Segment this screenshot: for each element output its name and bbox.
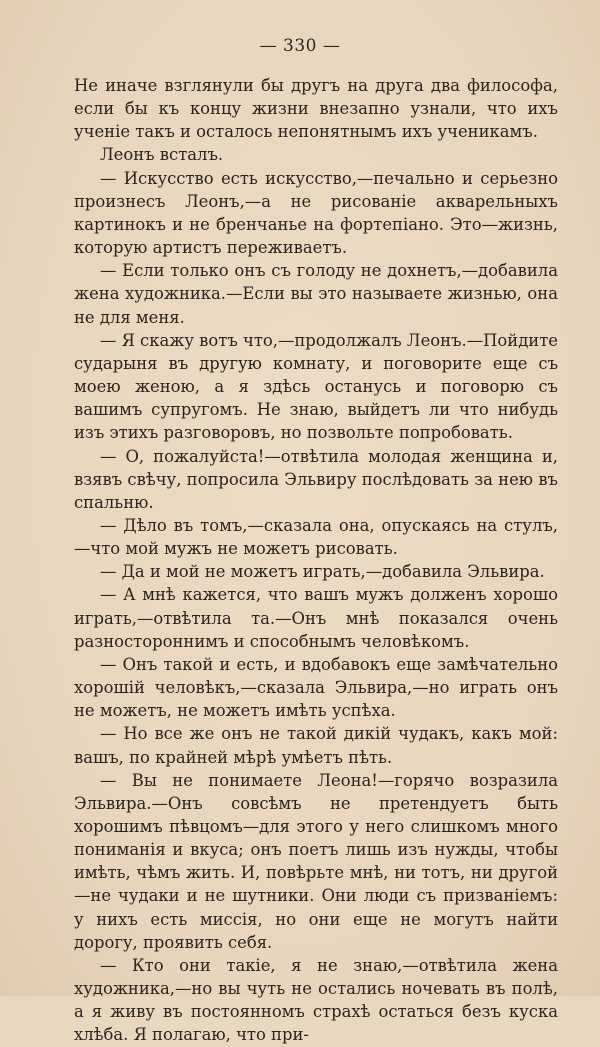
paragraph: — А мнѣ кажется, что вашъ мужъ долженъ хорошо играть,—отвѣтила та.—Онъ мнѣ показался очень разностороннимъ и способнымъ человѣкомъ. xyxy=(74,585,558,651)
paragraph: — О, пожалуйста!—отвѣтила молодая женщина и, взявъ свѣчу, попросила Эльвиру послѣдовать за нею въ спальню. xyxy=(74,446,558,512)
paragraph: — Кто они такіе, я не знаю,—отвѣтила жена художника,—но вы чуть не остались ночевать въ полѣ, а я живу въ постоянномъ страхѣ остаться безъ куска хлѣба. Я полагаю, что при- xyxy=(74,955,558,1045)
paragraph: — Онъ такой и есть, и вдобавокъ еще замѣчательно хорошій человѣкъ,—сказала Эльвира,—но играть онъ не можетъ, не можетъ имѣть успѣха. xyxy=(74,654,558,721)
paragraph: — Искусство есть искусство,—печально и серьезно произнесъ Леонъ,—а не рисованіе акварельныхъ картинокъ и не бренчанье на фортепіано. Это—жизнь, которую артистъ переживаетъ. xyxy=(74,168,558,258)
paragraph: Не иначе взглянули бы другъ на друга два философа, если бы къ концу жизни внезапно узнали, что ихъ ученіе такъ и осталось непонятнымъ ихъ ученикамъ. xyxy=(74,76,558,142)
paragraph: — Вы не понимаете Леона!—горячо возразила Эльвира.—Онъ совсѣмъ не претендуетъ быть хорошимъ пѣвцомъ—для этого у него слишкомъ много пониманія и вкуса; онъ поетъ лишь изъ нужды, чтобы имѣть, чѣмъ жить. И, повѣрьте мнѣ, ни тотъ, ни другой—не чудаки и не шутники. Они люди съ призваніемъ: у нихъ есть миссія, но они еще не могутъ найти дорогу, проявить себя. xyxy=(74,770,558,952)
body-text xyxy=(74,74,558,1047)
paragraph: — Я скажу вотъ что,—продолжалъ Леонъ.—Пойдите сударыня въ другую комнату, и поговорите еще съ моею женою, а я здѣсь останусь и поговорю съ вашимъ супругомъ. Не знаю, выйдетъ ли что нибудь изъ этихъ разговоровъ, но позвольте попробовать. xyxy=(74,330,558,443)
paragraph: — Дѣло въ томъ,—сказала она, опускаясь на стулъ,—что мой мужъ не можетъ рисовать. xyxy=(74,515,558,559)
page-number: — 330 — xyxy=(259,36,341,56)
paragraph: Леонъ всталъ. xyxy=(100,145,224,165)
paragraph: — Если только онъ съ голоду не дохнетъ,—добавила жена художника.—Если вы это называете жизнью, она не для меня. xyxy=(74,261,558,327)
paragraph: — Но все же онъ не такой дикій чудакъ, какъ мой: вашъ, по крайней мѣрѣ умѣетъ пѣть. xyxy=(74,724,558,767)
paragraph: — Да и мой не можетъ играть,—добавила Эльвира. xyxy=(100,562,545,582)
